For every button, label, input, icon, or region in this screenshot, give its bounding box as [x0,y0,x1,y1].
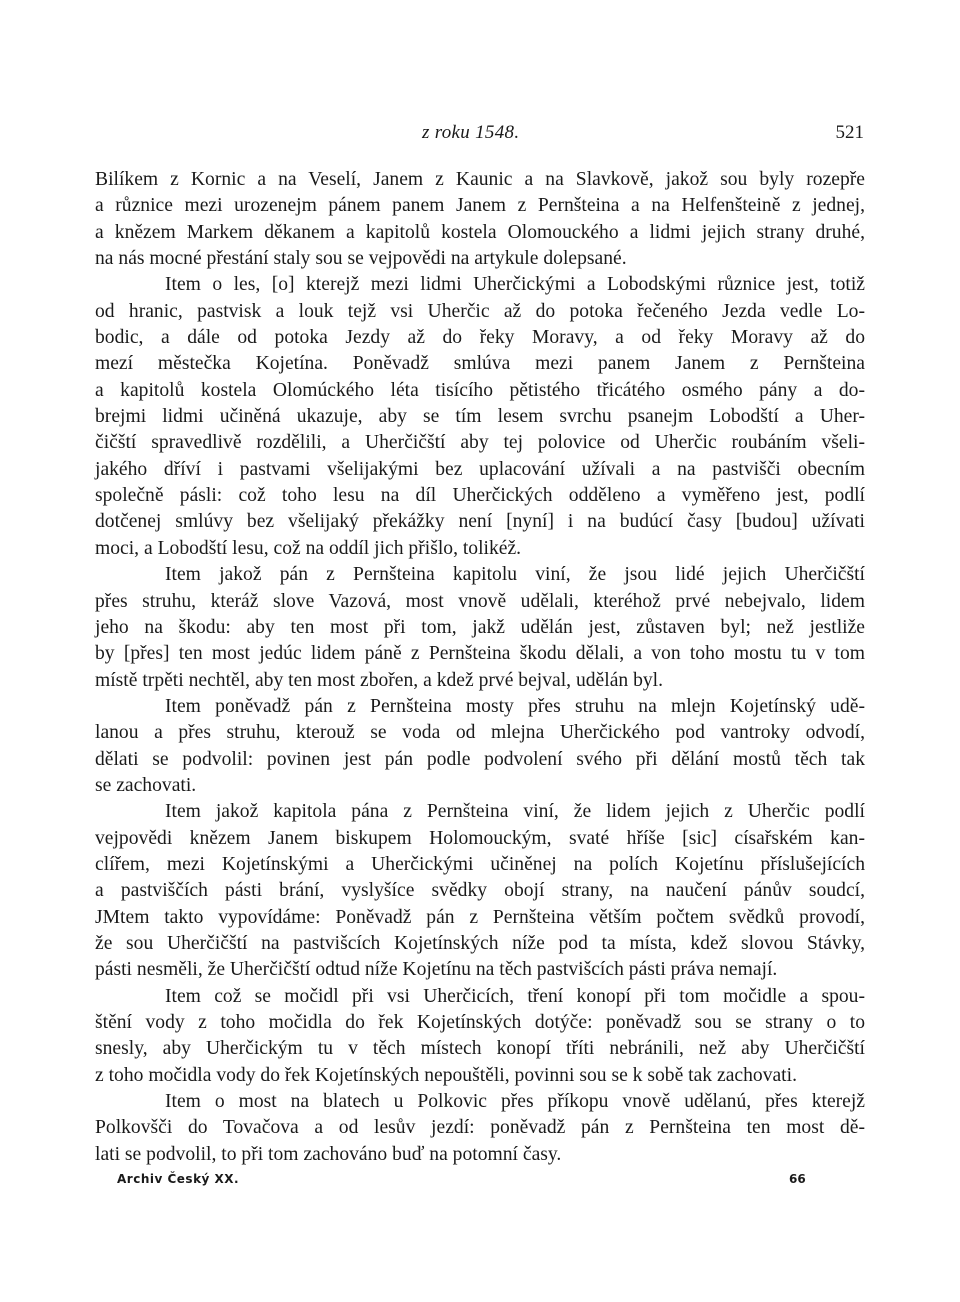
text-line: od hranic, pastvisk a louk tejž vsi Uherčic až do potoka řečeného Jezda vedle Lo- [95,300,865,322]
text-line: a kapitolů kostela Olomúckého léta tisícího pětistého třicátého osmého pány a do- [95,379,865,401]
text-line: mezí městečka Kojetína. Poněvadž smlúva mezi panem Janem z Pernšteina [95,353,865,375]
text-line: se zachovati. [95,774,197,796]
text-line: že sou Uherčičští na pastvišcích Kojetínských níže pod ta místa, kdež slovou Stávky, [95,932,865,954]
text-line: dotčenej smlúvy bez všelijaký překážky není [nyní] i na budúcí časy [budou] užívati [95,511,865,533]
text-line: a knězem Markem děkanem a kapitolů kostela Olomouckého a lidmi jejich strany druhé, [95,221,865,243]
text-line: dělati se podvolil: povinen jest pán podle podvolení svého při dělání mostů těch tak [95,748,865,770]
page-number: 521 [835,122,864,143]
text-line: na nás mocné přestání staly sou se vejpovědi na artykule dolepsané. [95,248,627,270]
text-line: čičští spravedlivě rozdělili, a Uherčičští aby tej polovice od Uherčic roubáním všeli- [95,432,865,454]
text-line: JMtem takto vypovídáme: Poněvadž pán z Pernšteina větším počtem svědků provodí, [95,906,865,928]
text-line: jakého dříví i pastvami všelijakými bez uplacování užívali a na pastvišči obecním [95,458,865,480]
running-title: z roku 1548. [422,122,520,143]
page-footer [0,1172,960,1194]
text-line: společně pásli: což toho lesu na díl Uherčických odděleno a vyměřeno jest, podlí [95,485,865,507]
text-line: Bilíkem z Kornic a na Veselí, Janem z Kaunic a na Slavkově, jakož sou byly rozepře [95,169,865,190]
text-line: by [přes] ten most jedúc lidem páně z Pernšteina škodu dělali, a von toho mostu tu v tom [95,643,865,665]
text-line: a různice mezi urozenejm pánem panem Janem z Pernšteina a na Helfenšteině z jednej, [95,195,865,217]
text-line: lanou a přes struhu, kterouž se voda od mlejna Uherčického pod vantroky odvodí, [95,722,865,744]
sheet-number: 66 [789,1172,806,1186]
text-line: a pastviščích pásti brání, vyslyšíce svědky obojí strany, na naučení pánův soudcí, [95,880,865,902]
text-line: lati se podvolil, to při tom zachováno buď na potomní časy. [95,1143,562,1165]
text-line: Item o les, [o] kterejž mezi lidmi Uherčickými a Lobodskými různice jest, totiž [165,274,865,296]
text-line: Item o most na blatech u Polkovic přes příkopu vnově udělanú, přes kterejž [165,1091,865,1113]
text-line: Item jakož pán z Pernšteina kapitolu viní, že jsou lidé jejich Uherčičští [165,564,865,586]
text-line: clířem, mezi Kojetínskými a Uherčickými učiněnej na polích Kojetínu příslušejících [95,853,865,875]
text-line: bodic, a dále od potoka Jezdy až do řeky Moravy, a od řeky Moravy až do [95,327,865,349]
text-line: z toho močidla vody do řek Kojetínských nepouštěli, povinni sou se k sobě tak zachovati. [95,1064,797,1086]
text-line: Item poněvadž pán z Pernšteina mosty přes struhu na mlejn Kojetínský udě- [165,695,865,717]
running-header [0,122,960,150]
text-line: místě trpěti nechtěl, aby ten most zbořen, a kdež prvé bejval, udělán byl. [95,669,664,691]
text-line: vejpovědi knězem Janem biskupem Holomouckým, svaté hříše [sic] císařském kan- [95,827,865,849]
text-line: brejmi lidmi učiněná ukazuje, aby se tím lesem svrchu psanejm Lobodští a Uher- [95,406,865,428]
text-line: snesly, aby Uherčickým tu v těch místech konopí tříti nebránili, než aby Uherčičští [95,1038,865,1060]
text-line: Item jakož kapitola pána z Pernšteina viní, že lidem jejich z Uherčic podlí [165,801,865,823]
text-line: jeho na škodu: aby ten most při tom, jakž udělán jest, zůstaven byl; než jestliže [95,616,865,638]
body-text [95,167,865,1168]
text-line: přes struhu, kteráž slove Vazová, most vnově udělali, kteréhož prvé nebejvalo, lidem [95,590,865,612]
footer-signature: Archiv Český XX. [117,1172,240,1186]
text-line: štění vody z toho močidla do řek Kojetínských dotýče: poněvadž sou se strany o to [95,1012,865,1033]
text-line: Item což se močidl při vsi Uherčicích, tření konopí při tom močidle a spou- [165,985,865,1007]
text-line: pásti nesměli, že Uherčičští odtud níže Kojetínu na těch pastvišcích pásti práva nemají. [95,959,778,981]
text-line: moci, a Lobodští lesu, což na oddíl jich přišlo, tolikéž. [95,537,522,559]
text-line: Polkovšči do Tovačova a od lesův jezdí: poněvadž pán z Pernšteina ten most dě- [95,1117,865,1139]
